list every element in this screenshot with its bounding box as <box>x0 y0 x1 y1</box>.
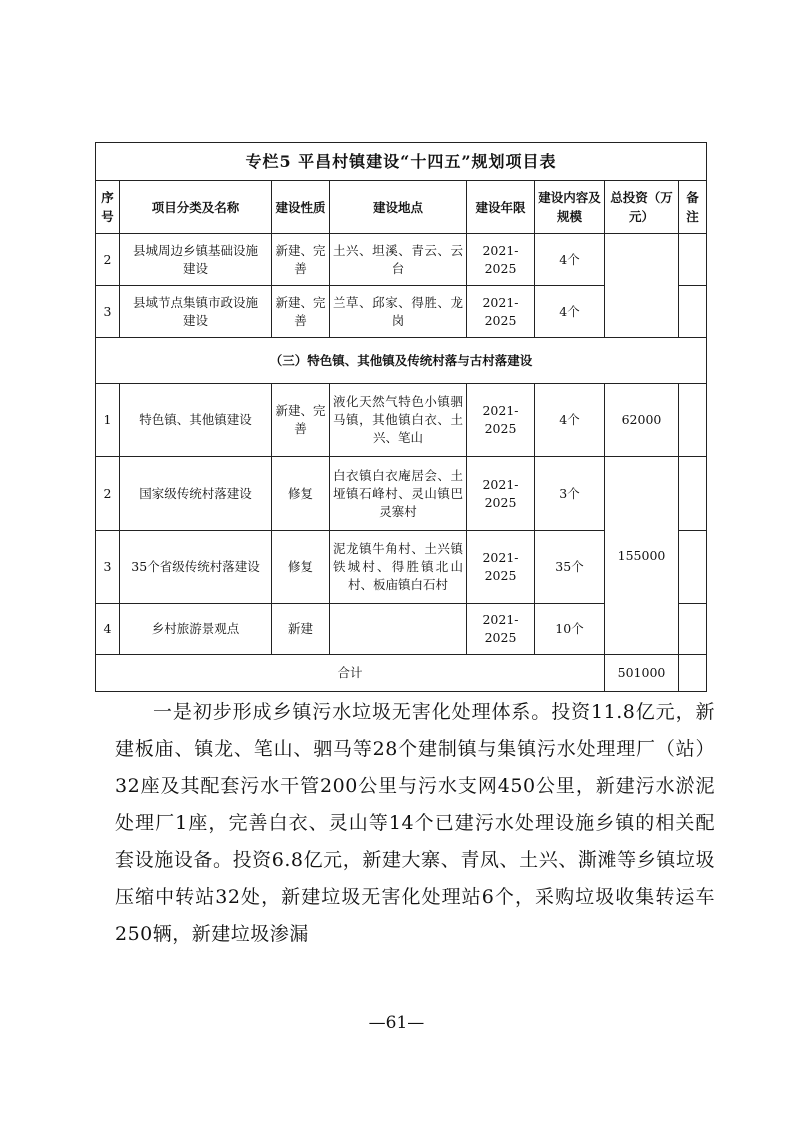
remark-cell <box>679 234 707 286</box>
project-name: 35个省级传统村落建设 <box>120 531 272 604</box>
row-number: 2 <box>96 457 120 531</box>
project-years: 2021-2025 <box>467 234 535 286</box>
project-nature: 修复 <box>272 457 330 531</box>
project-years: 2021-2025 <box>467 457 535 531</box>
project-name: 国家级传统村落建设 <box>120 457 272 531</box>
remark-cell <box>679 384 707 457</box>
project-nature: 新建、完善 <box>272 384 330 457</box>
investment-cell: 62000 <box>605 384 679 457</box>
project-location: 兰草、邱家、得胜、龙岗 <box>330 286 467 338</box>
project-name: 乡村旅游景观点 <box>120 604 272 655</box>
section-heading: （三）特色镇、其他镇及传统村落与古村落建设 <box>96 338 707 384</box>
row-number: 3 <box>96 286 120 338</box>
project-table <box>95 142 707 692</box>
project-location: 土兴、坦溪、青云、云台 <box>330 234 467 286</box>
row-number: 3 <box>96 531 120 604</box>
total-row <box>96 655 707 692</box>
table-title: 专栏5 平昌村镇建设“十四五”规划项目表 <box>96 143 707 181</box>
table-row <box>96 457 707 531</box>
project-name: 特色镇、其他镇建设 <box>120 384 272 457</box>
project-nature: 修复 <box>272 531 330 604</box>
merged-investment-cell: 155000 <box>605 457 679 655</box>
row-number: 1 <box>96 384 120 457</box>
project-scale: 3个 <box>535 457 605 531</box>
project-nature: 新建 <box>272 604 330 655</box>
header-cell: 总投资（万元） <box>605 181 679 234</box>
remark-cell <box>679 655 707 692</box>
project-nature: 新建、完善 <box>272 234 330 286</box>
project-years: 2021-2025 <box>467 384 535 457</box>
header-cell: 建设性质 <box>272 181 330 234</box>
body-text <box>115 694 715 953</box>
header-cell: 序号 <box>96 181 120 234</box>
total-value: 501000 <box>605 655 679 692</box>
project-name: 县域节点集镇市政设施建设 <box>120 286 272 338</box>
row-number: 2 <box>96 234 120 286</box>
project-location <box>330 604 467 655</box>
project-name: 县城周边乡镇基础设施建设 <box>120 234 272 286</box>
remark-cell <box>679 286 707 338</box>
project-location: 泥龙镇牛角村、土兴镇铁城村、得胜镇北山村、板庙镇白石村 <box>330 531 467 604</box>
project-location: 液化天然气特色小镇驷马镇，其他镇白衣、土兴、笔山 <box>330 384 467 457</box>
header-cell: 建设地点 <box>330 181 467 234</box>
remark-cell <box>679 604 707 655</box>
remark-cell <box>679 531 707 604</box>
header-cell: 建设内容及规模 <box>535 181 605 234</box>
investment-cell <box>605 234 679 338</box>
header-cell: 建设年限 <box>467 181 535 234</box>
page-number: —61— <box>368 1013 425 1033</box>
header-cell: 备注 <box>679 181 707 234</box>
project-nature: 新建、完善 <box>272 286 330 338</box>
project-location: 白衣镇白衣庵居会、土垭镇石峰村、灵山镇巴灵寨村 <box>330 457 467 531</box>
row-number: 4 <box>96 604 120 655</box>
project-years: 2021-2025 <box>467 286 535 338</box>
total-label: 合计 <box>96 655 605 692</box>
project-years: 2021-2025 <box>467 604 535 655</box>
table-row <box>96 384 707 457</box>
project-scale: 4个 <box>535 234 605 286</box>
header-row <box>96 181 707 234</box>
project-years: 2021-2025 <box>467 531 535 604</box>
header-cell: 项目分类及名称 <box>120 181 272 234</box>
project-scale: 4个 <box>535 384 605 457</box>
remark-cell <box>679 457 707 531</box>
table-row <box>96 234 707 286</box>
body-paragraph: 一是初步形成乡镇污水垃圾无害化处理体系。投资11.8亿元，新建板庙、镇龙、笔山、驷马等28个建制镇与集镇污水处理理厂（站）32座及其配套污水干管200公里与污水支网450公里，新建污水淤泥处理厂1座，完善白衣、灵山等14个已建污水处理设施乡镇的相关配套设施设备。投资6.8亿元，新建大寨、青凤、土兴、澌滩等乡镇垃圾压缩中转站32处，新建垃圾无害化处理站6个，采购垃圾收集转运车250辆，新建垃圾渗漏 <box>115 701 715 945</box>
project-scale: 4个 <box>535 286 605 338</box>
project-scale: 10个 <box>535 604 605 655</box>
project-scale: 35个 <box>535 531 605 604</box>
